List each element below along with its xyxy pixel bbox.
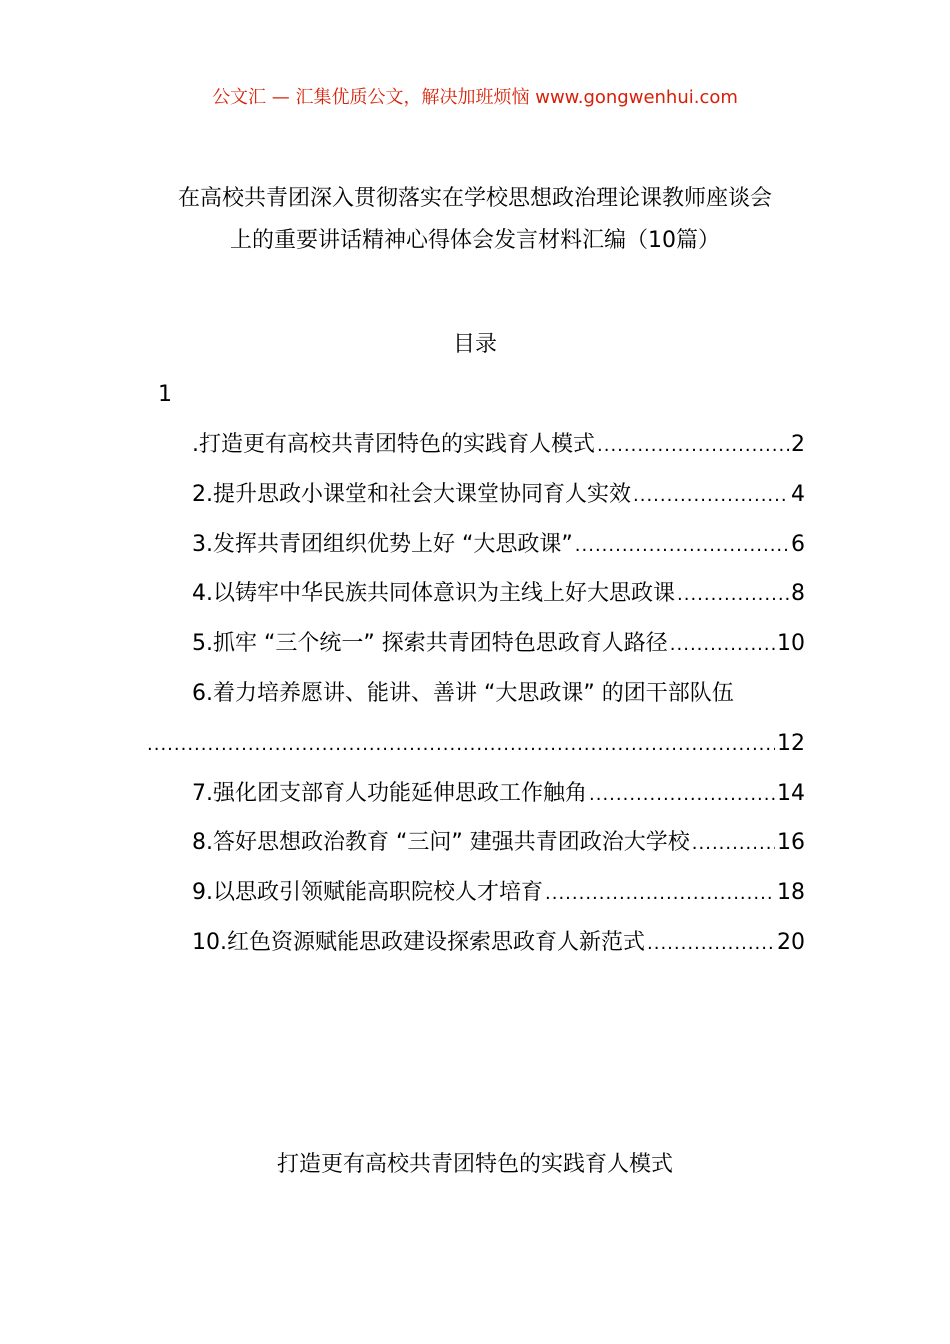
- toc-entry-label: 10.红色资源赋能思政建设探索思政育人新范式: [192, 929, 645, 955]
- toc-entry-label: 3.发挥共青团组织优势上好 “大思政课”: [192, 531, 573, 557]
- toc-leader-dots: [597, 421, 789, 471]
- toc-entry-page: 10: [777, 631, 805, 657]
- toc-leader-dots: [677, 570, 789, 620]
- toc-entry-label: 5.抓牢 “三个统一” 探索共青团特色思政育人路径: [192, 631, 668, 657]
- toc-entry-page: 18: [777, 880, 805, 906]
- toc-entry-label: 4.以铸牢中华民族共同体意识为主线上好大思政课: [192, 581, 675, 607]
- toc-heading: 目录: [452, 332, 497, 357]
- toc-entry-label: 8.答好思想政治教育 “三问” 建强共青团政治大学校: [192, 830, 690, 856]
- table-of-contents: [145, 420, 805, 968]
- toc-entry[interactable]: [145, 420, 805, 470]
- toc-entry-page: 16: [777, 830, 805, 856]
- document-title-line-2: 上的重要讲话精神心得体会发言材料汇编（10篇）: [230, 228, 720, 253]
- document-title-line-1: 在高校共青团深入贯彻落实在学校思想政治理论课教师座谈会: [177, 186, 772, 211]
- toc-entry-page: 14: [777, 780, 805, 806]
- toc-entry[interactable]: [145, 619, 805, 669]
- toc-leader-dots: [647, 919, 775, 969]
- toc-entry-page: 12: [777, 730, 805, 756]
- toc-entry[interactable]: [145, 470, 805, 520]
- toc-entry[interactable]: [145, 669, 805, 719]
- toc-leader-dots: [692, 819, 775, 869]
- toc-entry-page: 6: [791, 531, 805, 557]
- toc-entry[interactable]: [145, 569, 805, 619]
- toc-entry[interactable]: [145, 918, 805, 968]
- toc-leader-dots: [545, 869, 775, 919]
- toc-leader-dots: [575, 521, 789, 571]
- toc-entry[interactable]: [145, 868, 805, 918]
- toc-entry-label: 9.以思政引领赋能高职院校人才培育: [192, 880, 543, 906]
- toc-entry-page: 2: [791, 432, 805, 457]
- toc-entry[interactable]: [145, 769, 805, 819]
- section-title: 打造更有高校共青团特色的实践育人模式: [276, 1152, 673, 1177]
- document-title: [120, 178, 830, 262]
- site-header-banner: 公文汇 — 汇集优质公文，解决加班烦恼 www.gongwenhui.com: [212, 87, 738, 108]
- toc-entry-label: 2.提升思政小课堂和社会大课堂协同育人实效: [192, 481, 631, 507]
- toc-leader-dots: [589, 770, 775, 820]
- toc-leader-dots: [633, 471, 789, 521]
- toc-section-number: 1: [158, 382, 172, 407]
- toc-entry[interactable]: [145, 520, 805, 570]
- toc-entry-page: 20: [777, 929, 805, 955]
- toc-entry-page: 4: [791, 481, 805, 507]
- toc-entry-continuation[interactable]: [145, 719, 805, 769]
- toc-leader-dots: [147, 720, 775, 770]
- toc-entry-label: 6.着力培养愿讲、能讲、善讲 “大思政课” 的团干部队伍: [192, 680, 734, 706]
- toc-entry-page: 8: [791, 581, 805, 607]
- toc-entry-label: 7.强化团支部育人功能延伸思政工作触角: [192, 780, 587, 806]
- toc-entry[interactable]: [145, 818, 805, 868]
- toc-entry-label: .打造更有高校共青团特色的实践育人模式: [192, 432, 595, 457]
- toc-leader-dots: [670, 620, 775, 670]
